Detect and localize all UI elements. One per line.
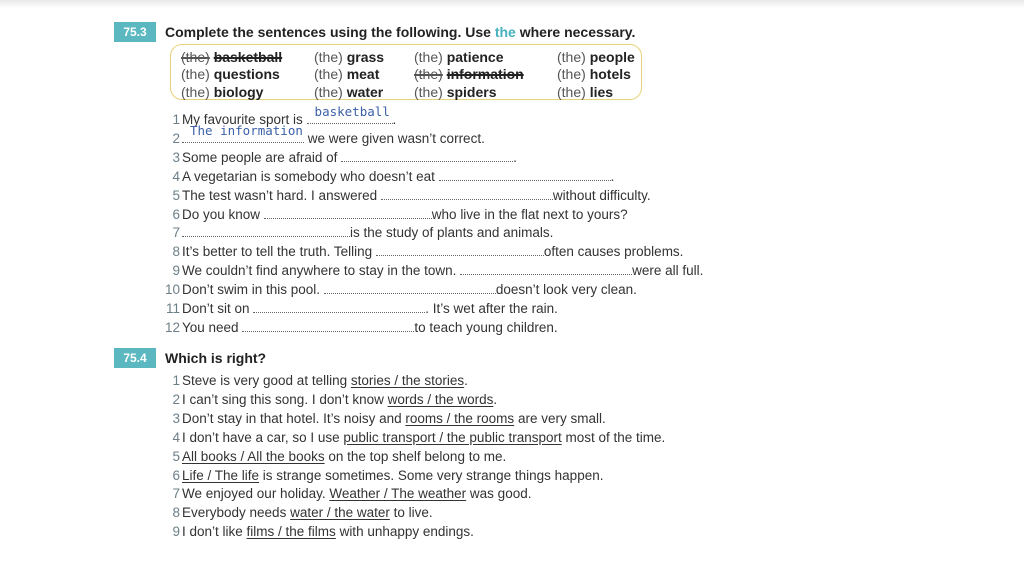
word-bank-item	[557, 49, 635, 65]
word-bank-item	[557, 66, 631, 82]
answer-blank[interactable]	[460, 262, 632, 275]
answer-blank[interactable]	[324, 281, 496, 294]
answer-blank[interactable]	[242, 319, 414, 332]
sentence-end: is the study of plants and animals.	[350, 225, 554, 241]
word-bank-item	[414, 49, 504, 65]
word-bank-item	[557, 84, 613, 100]
handwritten-answer: basketball	[314, 104, 390, 119]
word-article: (the)	[414, 84, 443, 100]
choice-options[interactable]: public transport / the public transport	[343, 429, 562, 445]
sentence-end: to teach young children.	[414, 319, 558, 335]
word-article: (the)	[557, 84, 586, 100]
word-noun: patience	[446, 49, 504, 65]
sentence-start: Don’t stay in that hotel. It’s noisy and	[182, 410, 406, 426]
sentence-end: .	[464, 373, 468, 388]
sentence-start: I don’t have a car, so I use	[182, 429, 344, 445]
exercise-instructions	[165, 24, 635, 40]
choice-item	[160, 524, 474, 542]
sentence-end: is strange sometimes. Some very strange things happen.	[259, 467, 604, 483]
sentence-item	[160, 168, 614, 186]
sentence-item	[160, 206, 628, 224]
word-bank-item	[314, 84, 383, 100]
item-number: 8	[172, 244, 180, 260]
item-number: 4	[172, 168, 180, 184]
answer-blank[interactable]	[376, 243, 544, 256]
page-top-shadow	[0, 0, 1024, 8]
answer-blank[interactable]	[253, 300, 425, 313]
instructions-text-end: where necessary.	[515, 24, 636, 40]
word-article: (the)	[314, 49, 343, 65]
choice-item	[160, 373, 468, 391]
instructions-text: Complete the sentences using the following. Use	[165, 24, 495, 40]
choice-options[interactable]: Weather / The weather	[329, 486, 467, 502]
sentence-start: Do you know	[182, 206, 264, 222]
choice-item	[160, 430, 665, 448]
word-noun: information	[446, 66, 524, 82]
sentence-item	[160, 300, 558, 318]
sentence-start: You need	[182, 319, 243, 335]
sentence-end: without difficulty.	[552, 187, 651, 203]
word-noun: meat	[346, 66, 380, 82]
sentence-item	[160, 281, 637, 299]
sentence-start: The test wasn’t hard. I answered	[182, 187, 381, 203]
sentence-end: were all full.	[632, 263, 704, 279]
sentence-end: .	[392, 112, 397, 127]
sentence-end: to live.	[389, 505, 433, 521]
item-number: 11	[165, 301, 180, 316]
item-number: 7	[172, 225, 180, 241]
sentence-start: I don’t like	[182, 524, 247, 540]
item-number: 6	[172, 467, 180, 483]
sentence-item	[160, 262, 703, 280]
item-number: 1	[172, 373, 180, 388]
word-bank-item	[181, 49, 282, 65]
word-noun: spiders	[446, 84, 497, 100]
answer-blank[interactable]	[182, 122, 304, 143]
sentence-start: Don’t swim in this pool.	[182, 282, 324, 298]
item-number: 2	[172, 130, 180, 146]
choice-item	[160, 486, 531, 504]
sentence-end: we were given wasn’t correct.	[304, 130, 485, 146]
sentence-start: We couldn’t find anywhere to stay in the town.	[182, 263, 461, 279]
answer-blank[interactable]	[341, 149, 513, 162]
handwritten-answer: The information	[190, 122, 303, 138]
sentence-start: A vegetarian is somebody who doesn’t eat	[182, 168, 439, 184]
item-number: 6	[172, 206, 180, 222]
sentence-end: was good.	[466, 486, 532, 502]
sentence-end: .	[513, 149, 517, 165]
exercise-number-badge: 75.3	[114, 22, 156, 42]
sentence-item	[160, 224, 553, 242]
word-bank-item	[314, 66, 379, 82]
sentence-item	[160, 187, 651, 205]
sentence-end: who live in the flat next to yours?	[431, 206, 628, 222]
word-article: (the)	[181, 66, 210, 82]
choice-options[interactable]: Life / The life	[182, 467, 260, 483]
word-article: (the)	[314, 66, 343, 82]
item-number: 5	[172, 448, 180, 464]
sentence-end: with unhappy endings.	[335, 524, 474, 540]
word-article: (the)	[181, 49, 210, 65]
word-noun: basketball	[213, 49, 283, 65]
choice-options[interactable]: rooms / the rooms	[405, 410, 515, 426]
item-number: 9	[172, 263, 180, 279]
sentence-start: Steve is very good at telling	[182, 373, 351, 388]
item-number: 12	[164, 319, 180, 335]
answer-blank[interactable]	[307, 104, 393, 124]
word-article: (the)	[557, 66, 586, 82]
sentence-start: My favourite sport is	[182, 112, 307, 127]
word-article: (the)	[181, 84, 210, 100]
item-number: 5	[172, 187, 180, 203]
item-number: 7	[172, 486, 180, 502]
answer-blank[interactable]	[439, 168, 611, 181]
choice-item	[160, 449, 506, 467]
word-noun: biology	[213, 84, 264, 100]
word-bank-item	[314, 49, 384, 65]
sentence-end: on the top shelf belong to me.	[324, 448, 507, 464]
word-bank-item	[181, 66, 280, 82]
word-noun: people	[589, 49, 635, 65]
choice-item	[160, 468, 603, 486]
word-bank-item	[181, 84, 263, 100]
instructions-highlight: the	[494, 24, 516, 40]
item-number: 3	[172, 149, 180, 165]
item-number: 4	[172, 429, 180, 445]
sentence-end: most of the time.	[561, 429, 666, 445]
word-noun: hotels	[589, 66, 631, 82]
choice-item	[160, 505, 433, 523]
word-noun: grass	[346, 49, 385, 65]
choice-options[interactable]: films / the films	[246, 524, 336, 540]
word-bank-item	[414, 84, 497, 100]
item-number: 10	[164, 282, 180, 298]
sentence-start: We enjoyed our holiday.	[182, 486, 330, 502]
sentence-start: Some people are afraid of	[182, 149, 342, 165]
answer-blank[interactable]	[381, 187, 553, 200]
item-number: 9	[172, 524, 180, 540]
word-article: (the)	[557, 49, 586, 65]
word-bank-item	[414, 66, 524, 82]
choice-item	[160, 411, 606, 429]
sentence-end: .	[610, 168, 615, 184]
answer-blank[interactable]	[264, 206, 432, 219]
sentence-end: .	[493, 391, 498, 407]
sentence-item	[160, 243, 683, 261]
choice-options[interactable]: words / the words	[387, 391, 494, 407]
choice-options[interactable]: water / the water	[290, 505, 390, 521]
sentence-start: Don’t sit on	[182, 301, 254, 316]
word-noun: lies	[589, 84, 614, 100]
word-article: (the)	[314, 84, 343, 100]
sentence-start: I can’t sing this song. I don’t know	[182, 391, 388, 407]
word-article: (the)	[414, 66, 443, 82]
sentence-start: It’s better to tell the truth. Telling	[182, 244, 376, 260]
sentence-end: often causes problems.	[543, 244, 684, 260]
word-noun: questions	[213, 66, 280, 82]
word-article: (the)	[414, 49, 443, 65]
exercise-question: Which is right?	[165, 350, 267, 366]
sentence-item	[160, 149, 517, 167]
sentence-item	[160, 319, 558, 337]
sentence-end: are very small.	[514, 410, 606, 426]
answer-blank[interactable]	[182, 224, 350, 237]
choice-options[interactable]: All books / All the books	[182, 448, 325, 464]
item-number: 2	[172, 391, 180, 407]
sentence-end: doesn’t look very clean.	[495, 282, 637, 298]
choice-item	[160, 392, 497, 410]
exercise-number-badge-2: 75.4	[114, 348, 156, 368]
sentence-end: . It’s wet after the rain.	[425, 301, 558, 316]
choice-options[interactable]: stories / the stories	[350, 373, 465, 388]
word-noun: water	[346, 84, 384, 100]
sentence-item	[160, 122, 485, 148]
sentence-start: Everybody needs	[182, 505, 291, 521]
item-number: 1	[172, 112, 180, 127]
item-number: 8	[172, 505, 180, 521]
item-number: 3	[172, 410, 180, 426]
